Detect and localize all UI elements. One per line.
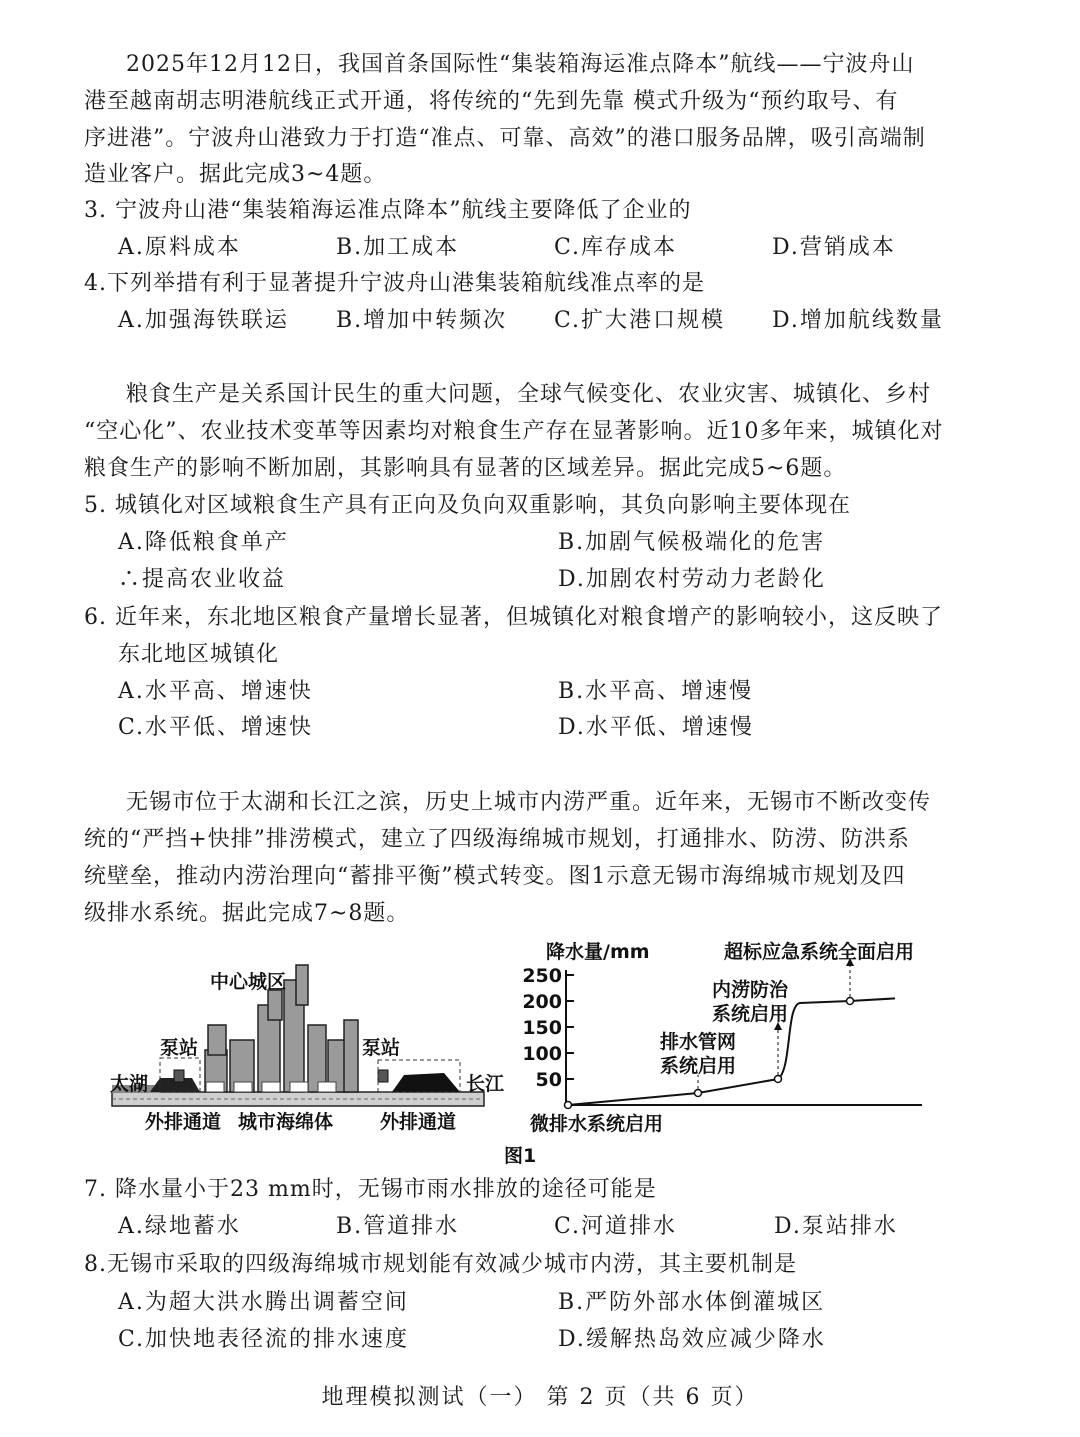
q5-option-c[interactable]: ∴提高农业收益 [118, 567, 287, 592]
y-tick-label: 100 [522, 1043, 562, 1065]
q5-option-a[interactable]: A.降低粮食单产 [118, 530, 289, 555]
passage2-line-3: 粮食生产的影响不断加剧，其影响具有显著的区域差异。据此完成5~6题。 [84, 456, 847, 481]
right-berm [392, 1073, 460, 1092]
label-pump-right: 泵站 [362, 1037, 401, 1059]
label-pump-left: 泵站 [160, 1037, 199, 1059]
q3-option-a[interactable]: A.原料成本 [118, 235, 241, 260]
q6-stem-line-1: 6. 近年来，东北地区粮食产量增长显著，但城镇化对粮食增产的影响较小，这反映了 [84, 605, 943, 630]
pump-right-shape [378, 1070, 388, 1082]
passage3-line-4: 级排水系统。据此完成7~8题。 [84, 901, 410, 926]
q8-stem: 8.无锡市采取的四级海绵城市规划能有效减少城市内涝，其主要机制是 [84, 1252, 797, 1277]
passage3-line-3: 统壁垒，推动内涝治理向“蓄排平衡”模式转变。图1示意无锡市海绵城市规划及四 [84, 864, 906, 889]
stage-point [565, 1102, 572, 1109]
page-footer: 地理模拟测试（一） 第 2 页（共 6 页） [321, 1385, 759, 1410]
q8-option-b[interactable]: B.严防外部水体倒灌城区 [558, 1290, 826, 1315]
annotation-micro-drainage: 微排水系统启用 [530, 1113, 664, 1135]
passage2-line-1: 粮食生产是关系国计民生的重大问题，全球气候变化、农业灾害、城镇化、乡村 [126, 382, 932, 407]
q8-option-d[interactable]: D.缓解热岛效应减少降水 [558, 1327, 826, 1352]
q4-option-b[interactable]: B.增加中转频次 [336, 308, 508, 333]
q6-option-b[interactable]: B.水平高、增速慢 [558, 679, 754, 704]
q7-option-d[interactable]: D.泵站排水 [774, 1214, 898, 1239]
annotation-pipe-network-line-2: 系统启用 [660, 1055, 737, 1077]
passage3-line-2: 统的“严挡+快排”排涝模式，建立了四级海绵城市规划，打通排水、防涝、防洪系 [84, 827, 910, 852]
q5-option-d[interactable]: D.加剧农村劳动力老龄化 [558, 567, 826, 592]
figure-1 [0, 930, 1080, 1175]
q6-option-c[interactable]: C.水平低、增速快 [118, 715, 314, 740]
label-channel-left: 外排通道 [145, 1111, 222, 1133]
q6-option-d[interactable]: D.水平低、增速慢 [558, 715, 754, 740]
passage1-line-3: 序进港”。宁波舟山港致力于打造“准点、可靠、高效”的港口服务品牌，吸引高端制 [84, 126, 926, 151]
q4-stem: 4.下列举措有利于显著提升宁波舟山港集装箱航线准点率的是 [84, 271, 705, 296]
q6-stem-line-2: 东北地区城镇化 [118, 642, 280, 667]
passage3-line-1: 无锡市位于太湖和长江之滨，历史上城市内涝严重。近年来，无锡市不断改变传 [126, 790, 932, 815]
label-center-city: 中心城区 [210, 971, 287, 993]
q5-stem: 5. 城镇化对区域粮食生产具有正向及负向双重影响，其负向影响主要体现在 [84, 493, 851, 518]
y-tick-label: 50 [535, 1069, 562, 1091]
q5-option-b[interactable]: B.加剧气候极端化的危害 [558, 530, 826, 555]
y-tick-label: 250 [522, 965, 562, 987]
stage-point [847, 998, 854, 1005]
q3-option-d[interactable]: D.营销成本 [772, 235, 896, 260]
passage2-line-2: “空心化”、农业技术变革等因素均对粮食生产存在显著影响。近10多年来，城镇化对 [84, 419, 944, 444]
q4-option-a[interactable]: A.加强海铁联运 [118, 308, 289, 333]
passage1-line-4: 造业客户。据此完成3~4题。 [84, 162, 387, 187]
y-axis-label: 降水量/mm [546, 941, 650, 963]
q3-option-b[interactable]: B.加工成本 [336, 235, 460, 260]
label-changjiang: 长江 [466, 1073, 505, 1095]
annotation-waterlogging-line-2: 系统启用 [712, 1003, 789, 1025]
stage-point [695, 1090, 702, 1097]
q7-option-b[interactable]: B.管道排水 [336, 1214, 460, 1239]
annotation-emergency: 超标应急系统全面启用 [724, 941, 915, 963]
q4-option-d[interactable]: D.增加航线数量 [772, 308, 944, 333]
pump-left-shape [174, 1070, 184, 1082]
label-channel-right: 外排通道 [380, 1111, 457, 1133]
stage-point [775, 1076, 782, 1083]
q3-option-c[interactable]: C.库存成本 [554, 235, 678, 260]
sponge-city-diagram [110, 965, 505, 1133]
rainfall-chart [522, 940, 922, 1135]
annotation-pipe-network-line-1: 排水管网 [660, 1031, 737, 1053]
passage1-line-2: 港至越南胡志明港航线正式开通，将传统的“先到先靠 模式升级为“预约取号、有 [84, 89, 899, 114]
q8-option-c[interactable]: C.加快地表径流的排水速度 [118, 1327, 410, 1352]
figure-caption: 图1 [504, 1145, 537, 1167]
label-sponge: 城市海绵体 [238, 1111, 334, 1133]
q3-stem: 3. 宁波舟山港“集装箱海运准点降本”航线主要降低了企业的 [84, 198, 692, 223]
q7-stem: 7. 降水量小于23 mm时，无锡市雨水排放的途径可能是 [84, 1177, 657, 1202]
q7-option-a[interactable]: A.绿地蓄水 [118, 1214, 241, 1239]
y-tick-label: 150 [522, 1017, 562, 1039]
passage1-line-1: 2025年12月12日，我国首条国际性“集装箱海运准点降本”航线——宁波舟山 [126, 52, 915, 77]
q4-option-c[interactable]: C.扩大港口规模 [554, 308, 726, 333]
q7-option-c[interactable]: C.河道排水 [554, 1214, 678, 1239]
label-taihu: 太湖 [110, 1073, 149, 1095]
y-tick-label: 200 [522, 991, 562, 1013]
q6-option-a[interactable]: A.水平高、增速快 [118, 679, 313, 704]
q8-option-a[interactable]: A.为超大洪水腾出调蓄空间 [118, 1290, 409, 1315]
annotation-waterlogging-line-1: 内涝防治 [712, 979, 789, 1001]
